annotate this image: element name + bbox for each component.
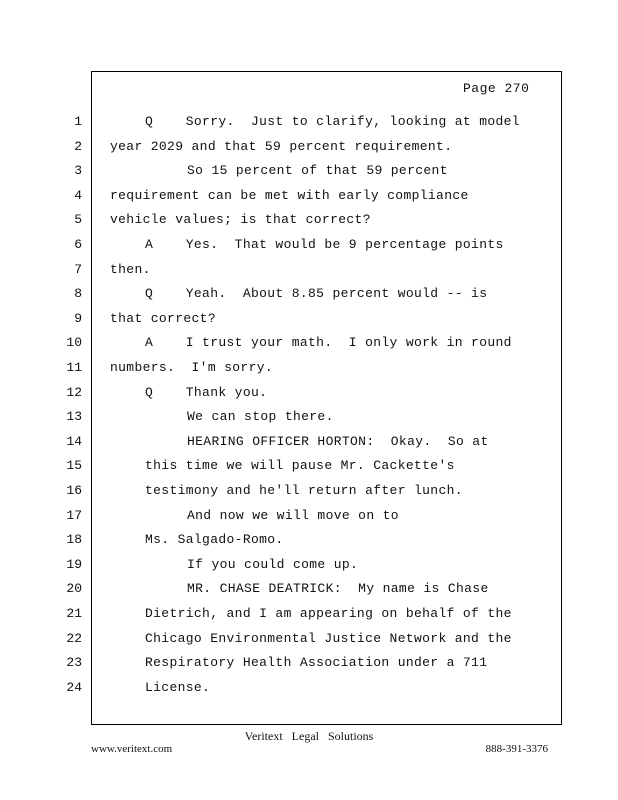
page-number: Page 270 <box>463 81 530 96</box>
line-number: 21 <box>66 606 82 621</box>
line-number: 13 <box>66 409 82 424</box>
line-number: 15 <box>66 458 82 473</box>
line-number: 1 <box>74 114 82 129</box>
footer-website: www.veritext.com <box>91 743 173 755</box>
line-number: 9 <box>74 311 82 326</box>
line-number: 17 <box>66 508 82 523</box>
transcript-line: Dietrich, and I am appearing on behalf of the <box>145 606 512 621</box>
transcript-line: If you could come up. <box>187 557 359 572</box>
line-number: 8 <box>74 286 82 301</box>
transcript-line: requirement can be met with early compliance <box>110 188 469 203</box>
transcript-line: numbers. I'm sorry. <box>110 360 274 375</box>
transcript-line: that correct? <box>110 311 216 326</box>
transcript-line: then. <box>110 262 151 277</box>
transcript-line: year 2029 and that 59 percent requirement. <box>110 139 453 154</box>
transcript-line: Ms. Salgado-Romo. <box>145 532 284 547</box>
transcript-line: We can stop there. <box>187 409 334 424</box>
line-number: 14 <box>66 434 82 449</box>
transcript-line: vehicle values; is that correct? <box>110 212 371 227</box>
transcript-line: License. <box>145 680 211 695</box>
line-number: 16 <box>66 483 82 498</box>
footer-company: Veritext Legal Solutions <box>244 729 374 743</box>
line-number: 19 <box>66 557 82 572</box>
line-number: 11 <box>66 360 82 375</box>
transcript-line: Q Sorry. Just to clarify, looking at model <box>145 114 520 129</box>
line-number: 7 <box>74 262 82 277</box>
line-number: 20 <box>66 581 82 596</box>
transcript-line: HEARING OFFICER HORTON: Okay. So at <box>187 434 489 449</box>
line-number: 6 <box>74 237 82 252</box>
transcript-line: A I trust your math. I only work in round <box>145 335 512 350</box>
transcript-line: A Yes. That would be 9 percentage points <box>145 237 504 252</box>
transcript-line: this time we will pause Mr. Cackette's <box>145 458 455 473</box>
line-number: 3 <box>74 163 82 178</box>
line-number: 12 <box>66 385 82 400</box>
line-number: 24 <box>66 680 82 695</box>
footer-phone: 888-391-3376 <box>485 743 548 755</box>
transcript-line: Q Yeah. About 8.85 percent would -- is <box>145 286 488 301</box>
line-number: 23 <box>66 655 82 670</box>
line-number: 22 <box>66 631 82 646</box>
line-number: 2 <box>74 139 82 154</box>
line-number: 10 <box>66 335 82 350</box>
line-number: 4 <box>74 188 82 203</box>
transcript-line: Chicago Environmental Justice Network and the <box>145 631 512 646</box>
transcript-line: Q Thank you. <box>145 385 268 400</box>
transcript-line: So 15 percent of that 59 percent <box>187 163 448 178</box>
line-number: 18 <box>66 532 82 547</box>
transcript-line: And now we will move on to <box>187 508 399 523</box>
transcript-line: testimony and he'll return after lunch. <box>145 483 463 498</box>
transcript-line: Respiratory Health Association under a 711 <box>145 655 488 670</box>
transcript-line: MR. CHASE DEATRICK: My name is Chase <box>187 581 489 596</box>
line-number: 5 <box>74 212 82 227</box>
